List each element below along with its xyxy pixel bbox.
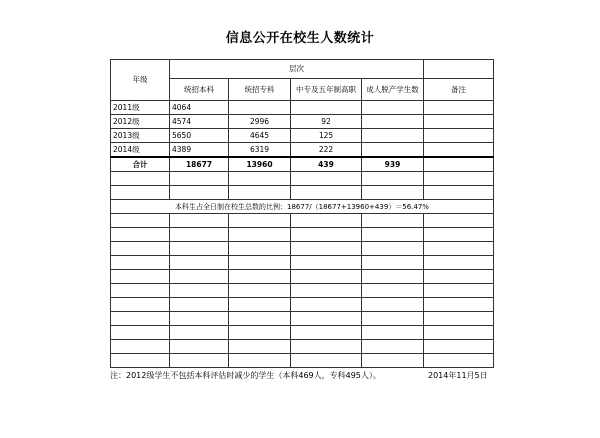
empty-row xyxy=(111,172,494,186)
header-zhuanke: 统招专科 xyxy=(229,79,291,101)
cell-zhongzhuan: 92 xyxy=(291,115,362,129)
empty-row xyxy=(111,242,494,256)
total-chengren: 939 xyxy=(362,157,424,172)
empty-row xyxy=(111,312,494,326)
empty-row xyxy=(111,186,494,200)
formula-row xyxy=(111,200,494,214)
header-chengren: 成人脱产学生数 xyxy=(362,79,424,101)
header-blank xyxy=(424,60,494,79)
header-row-1 xyxy=(111,60,494,79)
total-label: 合计 xyxy=(111,157,170,172)
total-zhuanke: 13960 xyxy=(229,157,291,172)
header-grade: 年级 xyxy=(111,60,170,101)
table-row xyxy=(111,143,494,158)
cell-grade: 2012级 xyxy=(111,115,170,129)
cell-note xyxy=(424,143,494,158)
cell-benke: 4064 xyxy=(170,101,229,115)
total-note xyxy=(424,157,494,172)
cell-zhongzhuan: 222 xyxy=(291,143,362,158)
empty-row xyxy=(111,228,494,242)
header-note: 备注 xyxy=(424,79,494,101)
header-benke: 统招本科 xyxy=(170,79,229,101)
empty-row xyxy=(111,256,494,270)
header-zhongzhuan: 中专及五年制高职 xyxy=(291,79,362,101)
cell-zhuanke xyxy=(229,101,291,115)
total-benke: 18677 xyxy=(170,157,229,172)
cell-zhongzhuan: 125 xyxy=(291,129,362,143)
empty-row xyxy=(111,326,494,340)
cell-zhuanke: 6319 xyxy=(229,143,291,158)
cell-benke: 4574 xyxy=(170,115,229,129)
cell-zhuanke: 2996 xyxy=(229,115,291,129)
cell-chengren xyxy=(362,115,424,129)
cell-chengren xyxy=(362,101,424,115)
empty-row xyxy=(111,298,494,312)
cell-grade: 2011级 xyxy=(111,101,170,115)
footnote: 注：2012级学生不包括本科评估时减少的学生（本科469人，专科495人）。 xyxy=(110,371,381,380)
ratio-formula: 本科生占全日制在校生总数的比例：18677/（18677+13960+439）＝56.47% xyxy=(111,200,494,214)
cell-grade: 2013级 xyxy=(111,129,170,143)
total-zhongzhuan: 439 xyxy=(291,157,362,172)
cell-chengren xyxy=(362,129,424,143)
cell-note xyxy=(424,115,494,129)
cell-benke: 4389 xyxy=(170,143,229,158)
table-row xyxy=(111,101,494,115)
total-row xyxy=(111,157,494,172)
empty-row xyxy=(111,354,494,368)
table-row xyxy=(111,115,494,129)
cell-chengren xyxy=(362,143,424,158)
page-title: 信息公开在校生人数统计 xyxy=(225,31,375,46)
header-level: 层次 xyxy=(170,60,424,79)
table-row xyxy=(111,129,494,143)
empty-row xyxy=(111,340,494,354)
empty-row xyxy=(111,214,494,228)
cell-zhuanke: 4645 xyxy=(229,129,291,143)
stats-table xyxy=(110,59,494,368)
report-date: 2014年11月5日 xyxy=(428,371,488,380)
cell-benke: 5650 xyxy=(170,129,229,143)
cell-note xyxy=(424,129,494,143)
empty-row xyxy=(111,284,494,298)
cell-note xyxy=(424,101,494,115)
cell-zhongzhuan xyxy=(291,101,362,115)
empty-row xyxy=(111,270,494,284)
cell-grade: 2014级 xyxy=(111,143,170,158)
